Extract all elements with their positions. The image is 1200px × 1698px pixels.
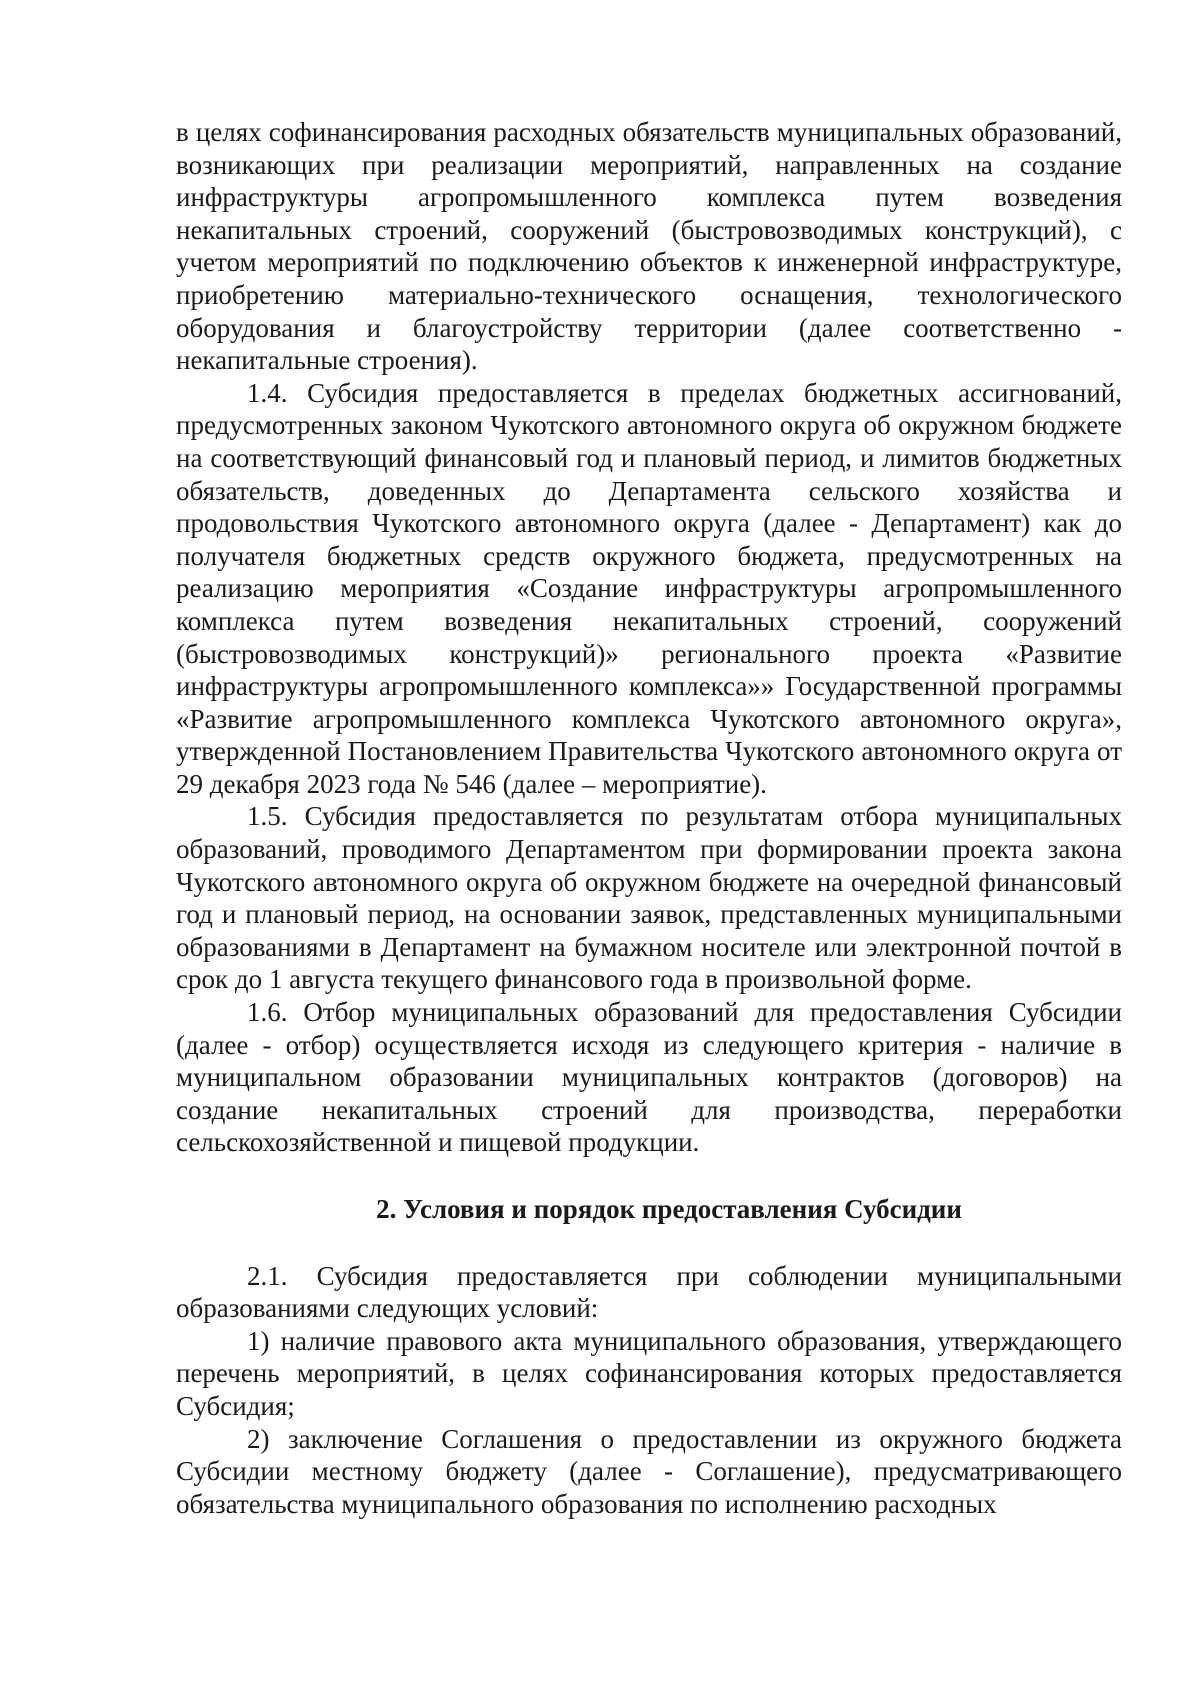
paragraph-1-5: 1.5. Субсидия предоставляется по результатам отбора муниципальных образований, проводимого Департаментом при формировании проекта закона Чукотского автономного округа об окружном бюджете на очередной финансовый год и плановый период, на основании заявок, представленных муниципальными образованиями в Департамент на бумажном носителе или электронной почтой в срок до 1 августа текущего финансового года в произвольной форме. (176, 801, 1122, 995)
paragraph-1-4: 1.4. Субсидия предоставляется в пределах бюджетных ассигнований, предусмотренных законом Чукотского автономного округа об окружном бюджете на соответствующий финансовый год и плановый период, и лимитов бюджетных обязательств, доведенных до Департамента сельского хозяйства и продовольствия Чукотского автономного округа (далее - Департамент) как до получателя бюджетных средств окружного бюджета, предусмотренных на реализацию мероприятия «Создание инфраструктуры агропромышленного комплекса путем возведения некапитальных строений, сооружений (быстровозводимых конструкций)» регионального проекта «Развитие инфраструктуры агропромышленного комплекса»» Государственной программы «Развитие агропромышленного комплекса Чукотского автономного округа», утвержденной Постановлением Правительства Чукотского автономного округа от 29 декабря 2023 года № 546 (далее – мероприятие). (176, 377, 1122, 799)
list-item-2: 2) заключение Соглашения о предоставлении из окружного бюджета Субсидии местному бюджету (далее - Соглашение), предусматривающего обязательства муниципального образования по исполнению расходных (176, 1423, 1122, 1519)
paragraph-intro: в целях софинансирования расходных обязательств муниципальных образований, возникающих при реализации мероприятий, направленных на создание инфраструктуры агропромышленного комплекса путем возведения некапитальных строений, сооружений (быстровозводимых конструкций), с учетом мероприятий по подключению объектов к инженерной инфраструктуре, приобретению материально-технического оснащения, технологического оборудования и благоустройству территории (далее соответственно - некапитальные строения). (176, 117, 1122, 376)
spacer (176, 1226, 1122, 1260)
paragraph-1-6: 1.6. Отбор муниципальных образований для предоставления Субсидии (далее - отбор) осуществляется исходя из следующего критерия - наличие в муниципальном образовании муниципальных контрактов (договоров) на создание некапитальных строений для производства, переработки сельскохозяйственной и пищевой продукции. (176, 997, 1122, 1158)
spacer (176, 1159, 1122, 1193)
document-page (176, 116, 1122, 1520)
paragraph-2-1: 2.1. Субсидия предоставляется при соблюдении муниципальными образованиями следующих условий: (176, 1260, 1122, 1324)
list-item-1: 1) наличие правового акта муниципального образования, утверждающего перечень мероприятий, в целях софинансирования которых предоставляется Субсидия; (176, 1325, 1122, 1421)
section-2-heading: 2. Условия и порядок предоставления Субсидии (376, 1194, 962, 1224)
